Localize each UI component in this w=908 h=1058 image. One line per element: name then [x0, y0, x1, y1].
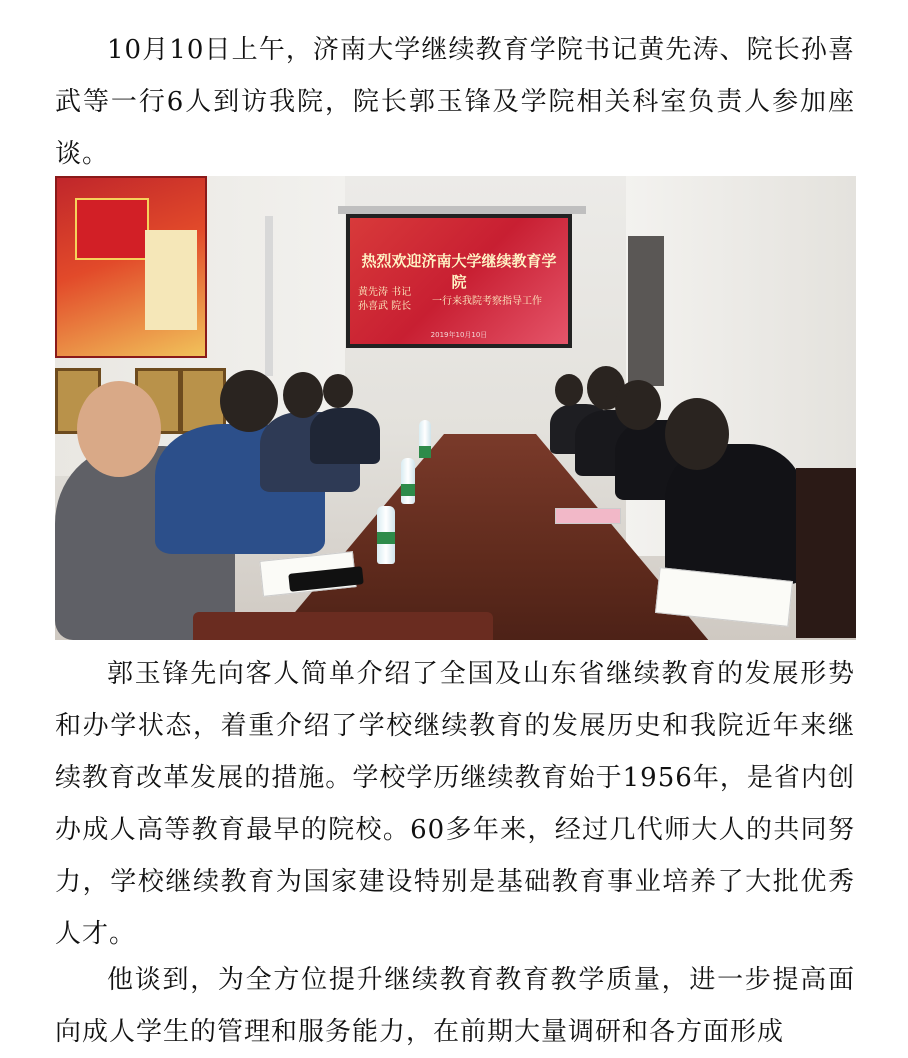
- projector-bar: [338, 206, 586, 214]
- poster-panel: [145, 230, 197, 330]
- attendee-head: [555, 374, 583, 406]
- screen-name-1: 黄先涛 书记: [358, 287, 412, 298]
- paper: [555, 508, 621, 524]
- party-flag-icon: [75, 198, 149, 260]
- wall-pipe: [265, 216, 273, 376]
- screen-subtitle: 一行来我院考察指导工作: [432, 296, 542, 307]
- attendee-head: [77, 381, 161, 477]
- side-chair: [796, 468, 856, 638]
- screen-title: 热烈欢迎济南大学继续教育学院: [361, 252, 557, 291]
- screen-names: [358, 286, 428, 314]
- attendee-head: [665, 398, 729, 470]
- meeting-photo: [55, 176, 856, 640]
- party-poster: [55, 176, 207, 358]
- water-bottle: [419, 420, 431, 458]
- front-chair: [193, 612, 493, 640]
- water-bottle: [377, 506, 395, 564]
- paragraph-introduction-history: 郭玉锋先向客人简单介绍了全国及山东省继续教育的发展形势和办学状态，着重介绍了学校继续教育的发展历史和我院近年来继续教育改革发展的措施。学校学历继续教育始于1956年，是省内创办成人高等教育最早的院校。60多年来，经过几代师大人的共同努力，学校继续教育为国家建设特别是基础教育事业培养了大批优秀人才。: [55, 659, 855, 949]
- screen-name-2: 孙喜武 院长: [358, 301, 412, 312]
- attendee-left-4: [310, 408, 380, 464]
- attendee-head: [323, 374, 353, 408]
- paragraph-quality: 他谈到，为全方位提升继续教育教育教学质量，进一步提高面向成人学生的管理和服务能力，在前期大量调研和各方面形成: [55, 965, 855, 1047]
- paragraph-intro: 10月10日上午，济南大学继续教育学院书记黄先涛、院长孙喜武等一行6人到访我院，院长郭玉锋及学院相关科室负责人参加座谈。: [55, 35, 855, 169]
- welcome-screen: [346, 214, 572, 348]
- door: [628, 236, 664, 386]
- attendee-head: [283, 372, 323, 418]
- attendee-head: [615, 380, 661, 430]
- water-bottle: [401, 458, 415, 504]
- screen-date: 2019年10月10日: [430, 331, 488, 339]
